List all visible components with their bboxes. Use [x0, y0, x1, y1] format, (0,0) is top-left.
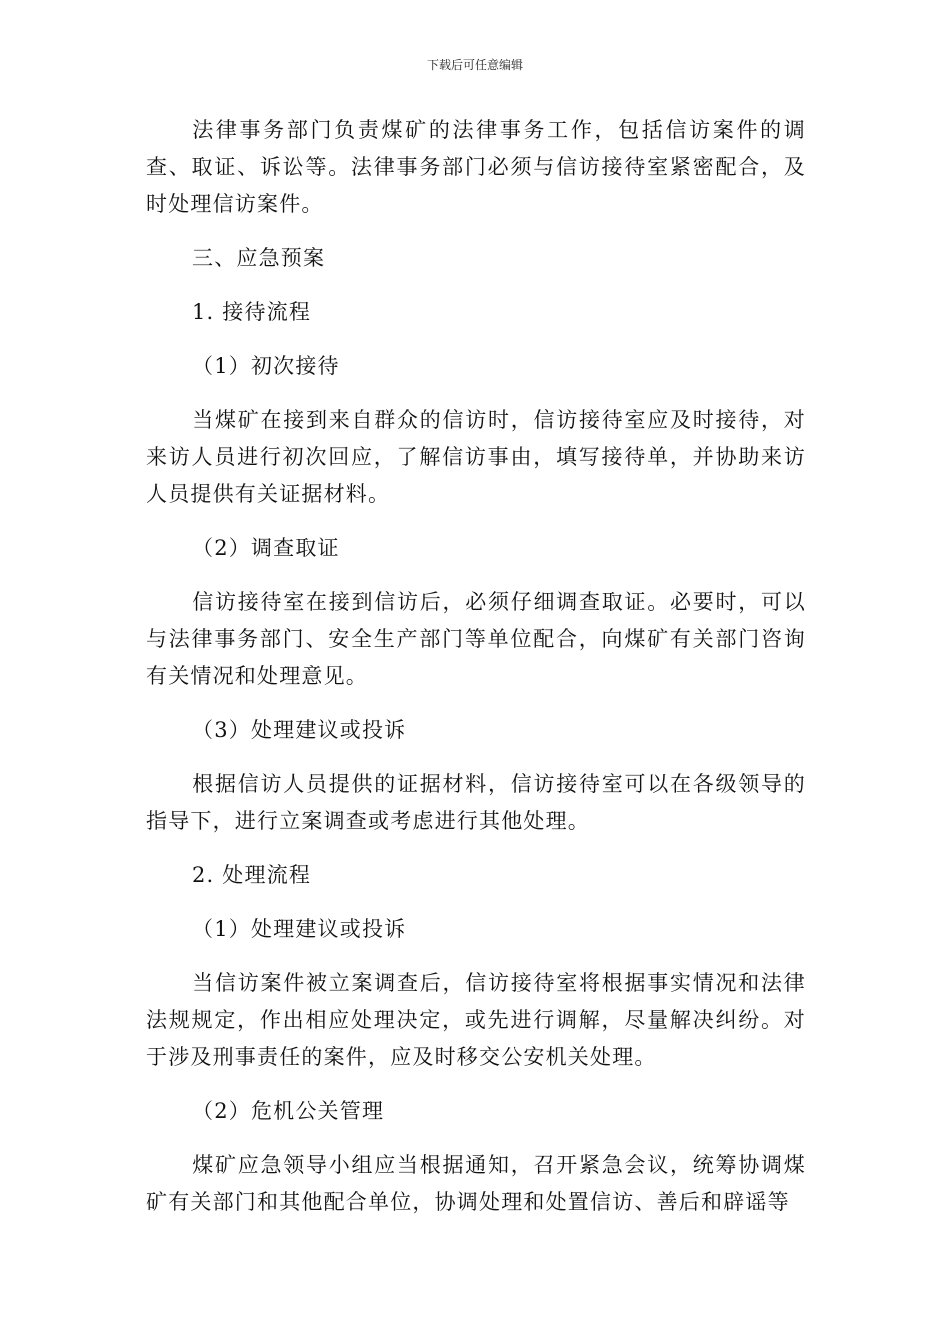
paragraph-legal-affairs: 法律事务部门负责煤矿的法律事务工作，包括信访案件的调查、取证、诉讼等。法律事务部门必须与信访接待室紧密配合，及时处理信访案件。: [146, 118, 806, 216]
paragraph-handling-suggestion: 当信访案件被立案调查后，信访接待室将根据事实情况和法律法规规定，作出相应处理决定，或先进行调解，尽量解决纠纷。对于涉及刑事责任的案件，应及时移交公安机关处理。: [146, 971, 806, 1069]
item-heading-investigation: （2）调查取证: [192, 536, 340, 560]
paragraph-initial-reception: 当煤矿在接到来自群众的信访时，信访接待室应及时接待，对来访人员进行初次回应，了解信访事由，填写接待单，并协助来访人员提供有关证据材料。: [146, 408, 806, 506]
item-heading-suggestion-complaint: （3）处理建议或投诉: [192, 718, 407, 742]
document-body: [146, 112, 806, 1238]
item-heading-crisis-pr: （2）危机公关管理: [192, 1099, 385, 1123]
subsection-heading-handling-process: 2. 处理流程: [192, 863, 312, 887]
subsection-heading-reception-process: 1. 接待流程: [192, 300, 312, 324]
item-heading-initial-reception: （1）初次接待: [192, 354, 340, 378]
page-header: 下载后可任意编辑: [426, 58, 523, 72]
section-heading-emergency-plan: 三、应急预案: [192, 246, 326, 270]
paragraph-crisis-pr: 煤矿应急领导小组应当根据通知，召开紧急会议，统筹协调煤矿有关部门和其他配合单位，协调处理和处置信访、善后和辟谣等: [146, 1153, 806, 1214]
paragraph-investigation: 信访接待室在接到信访后，必须仔细调查取证。必要时，可以与法律事务部门、安全生产部门等单位配合，向煤矿有关部门咨询有关情况和处理意见。: [146, 590, 806, 688]
item-heading-handling-suggestion: （1）处理建议或投诉: [192, 917, 407, 941]
paragraph-suggestion-complaint: 根据信访人员提供的证据材料，信访接待室可以在各级领导的指导下，进行立案调查或考虑进行其他处理。: [146, 772, 806, 833]
